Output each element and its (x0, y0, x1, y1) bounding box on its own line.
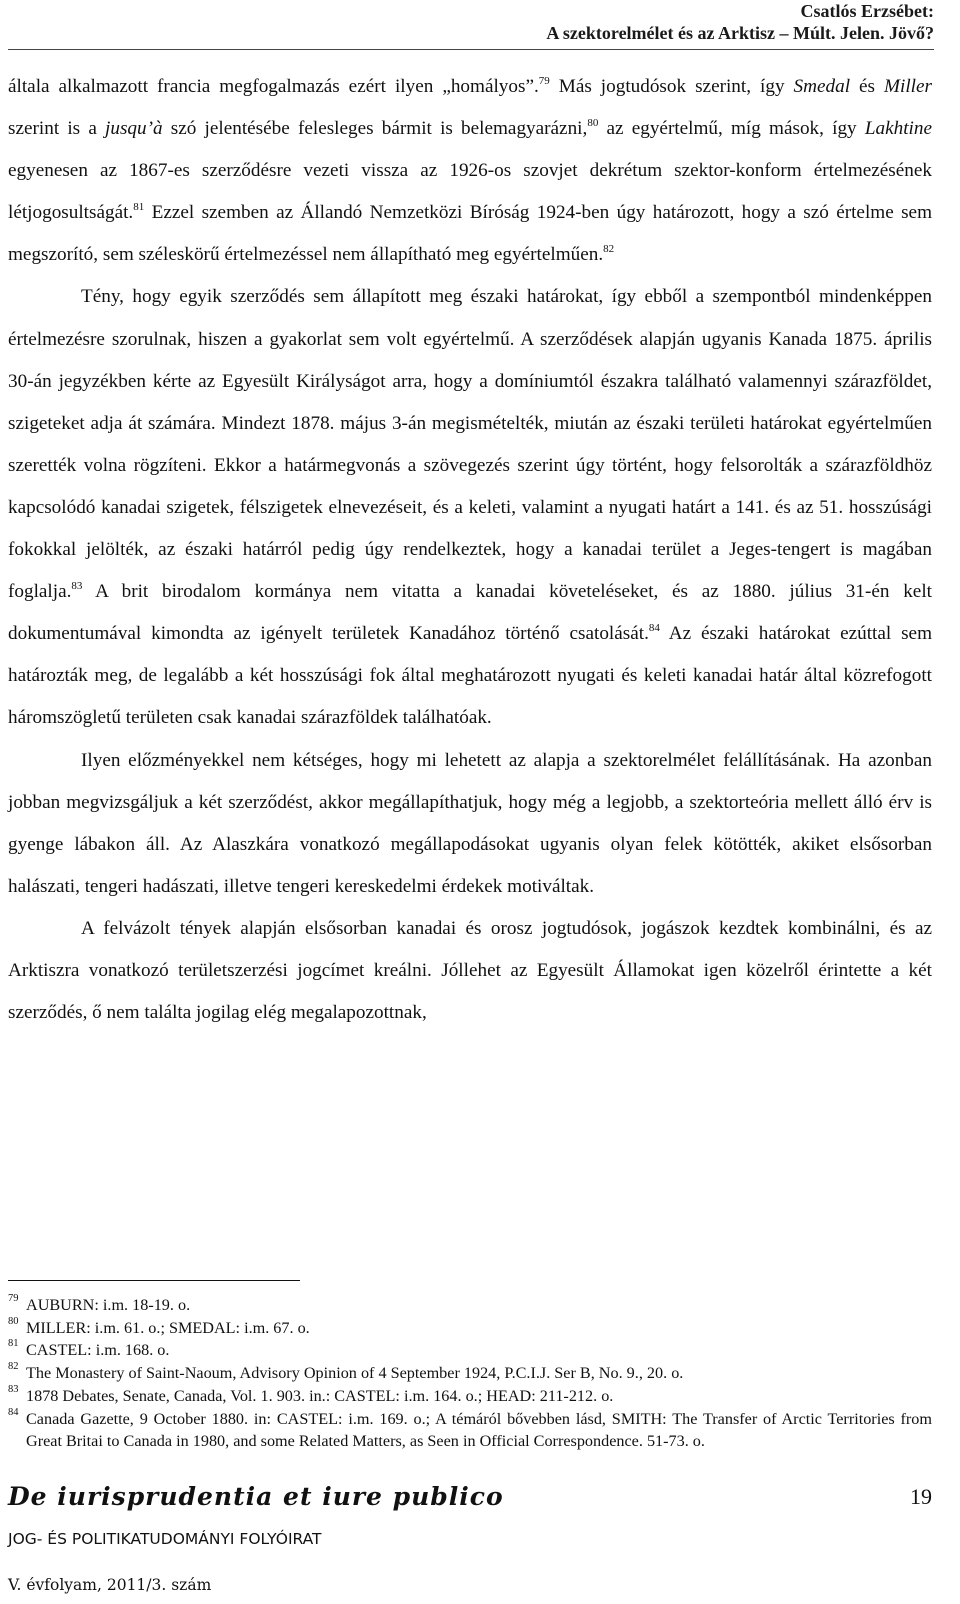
footnote-ref: 81 (133, 201, 145, 214)
footnote-text: CASTEL: i.m. 168. o. (26, 1341, 170, 1360)
footnote-ref: 83 (71, 580, 83, 593)
text-run: jusqu’à (105, 118, 163, 140)
text-run: Smedal (793, 76, 851, 97)
text-run: Az északi határokat ezúttal sem határozták meg, de legalább a két hosszúsági fok által meghatározott nyugati és keleti kanadai határ által közrefogott háromszögletű területen csak kanadai szárazföldek találhatóak. (8, 623, 932, 729)
paragraph (8, 908, 932, 1034)
footnote (8, 1408, 932, 1453)
footnote (8, 1339, 932, 1362)
body-text (8, 66, 932, 1034)
text-run: Miller (884, 76, 932, 97)
footnote (8, 1362, 932, 1385)
text-run: az egyértelmű, míg mások, így (598, 118, 865, 140)
text-run: és (850, 76, 885, 97)
footnote-number: 84 (8, 1406, 19, 1418)
text-run: A felvázolt tények alapján elsősorban kanadai és orosz jogtudósok, jogászok kezdtek kombinálni, és az Arktiszra vonatkozó területszerzési jogcímet kreálni. Jóllehet az Egyesült Államokat igen közelről érintette a két szerződés, ő nem találta jogilag elég megalapozottnak, (8, 917, 932, 1024)
footnote-number: 82 (8, 1361, 19, 1373)
footnote-text: Canada Gazette, 9 October 1880. in: CASTEL: i.m. 169. o.; A témáról bővebben lásd, SMITH: The Transfer of Arctic Territories from Great Britai to Canada in 1980, and some Related Matters, as Seen in Official Correspondence. 51-73. o. (26, 1409, 932, 1451)
footnote-ref: 82 (603, 243, 615, 256)
header-author: Csatlós Erzsébet: (800, 1, 934, 21)
text-run: A brit birodalom kormánya nem vitatta a kanadai követeléseket, és az 1880. július 31-én kelt dokumentumával kimondta az igényelt területek Kanadához történő csatolását. (8, 581, 932, 645)
header-title: A szektorelmélet és az Arktisz – Múlt. Jelen. Jövő? (546, 23, 934, 43)
footnote-ref: 80 (587, 117, 599, 130)
footnote (8, 1294, 932, 1317)
footnote-number: 80 (8, 1315, 19, 1327)
footnote-text: AUBURN: i.m. 18-19. o. (26, 1296, 191, 1314)
text-run: Más jogtudósok szerint, így (549, 76, 794, 97)
footnote-ref: 84 (648, 622, 660, 635)
journal-issue: V. évfolyam, 2011/3. szám (8, 1576, 212, 1594)
text-run: Lakhtine (864, 118, 932, 140)
footnote-divider (8, 1280, 300, 1281)
text-run: Tény, hogy egyik szerződés sem állapított meg északi határokat, így ebből a szempontból mindenképpen értelmezésre szorulnak, hiszen a gyakorlat sem volt egyértelmű. A szerződések alapján ugyanis Kanada 1875. április 30-án jegyzékben kérte az Egyesült Királyságot arra, hogy a domíniumtól északra található valamennyi szárazföldet, szigeteket adja át számára. Mindezt 1878. május 3-án megismételték, miután az északi területi határokat egyértelműen szerették volna rögzíteni. Ekkor a határmegvonás a szövegezés szerint úgy történt, hogy felsorolták a szárazföldhöz kapcsolódó kanadai szigetek, félszigetek elnevezéseit, és a keleti, valamint a nyugati határt a 141. és az 51. hosszúsági fokokkal jelölték, az északi határról pedig úgy rendelkeztek, hogy a kanadai terület a Jeges-tengert is magában foglalja. (8, 286, 932, 603)
footnote (8, 1385, 932, 1408)
footnote-number: 79 (8, 1293, 19, 1304)
journal-logo: De iurisprudentia et iure publico (8, 1482, 504, 1511)
footnote (8, 1317, 932, 1340)
text-run: egyenesen az 1867-es szerződésre vezeti vissza az 1926-os szovjet dekrétum szektor-konform értelmezésének létjogosultságát. (8, 160, 932, 224)
header-divider (8, 49, 934, 50)
paragraph (8, 276, 932, 739)
paragraph (8, 740, 932, 908)
footnote-text: The Monastery of Saint-Naoum, Advisory Opinion of 4 September 1924, P.C.I.J. Ser B, No. 9., 20. o. (26, 1364, 684, 1383)
footnotes (8, 1294, 932, 1453)
footnote-number: 81 (8, 1338, 19, 1350)
text-run: szerint is a (8, 118, 106, 140)
footnote-text: MILLER: i.m. 61. o.; SMEDAL: i.m. 67. o. (26, 1318, 310, 1337)
text-run: Ilyen előzményekkel nem kétséges, hogy mi lehetett az alapja a szektorelmélet felállításának. Ha azonban jobban megvizsgáljuk a két szerződést, akkor megállapíthatjuk, hogy még a legjobb, a szektorteória mellett álló érv is gyenge lábakon áll. Az Alaszkára vonatkozó megállapodásokat ugyanis olyan felek kötötték, akiket elsősorban halászati, tengeri hadászati, illetve tengeri kereskedelmi érdekek motiváltak. (8, 749, 932, 897)
footnote-number: 83 (8, 1383, 19, 1395)
running-header (546, 0, 934, 44)
journal-name: JOG- ÉS POLITIKATUDOMÁNYI FOLYÓIRAT (8, 1530, 322, 1548)
footnote-ref: 79 (538, 75, 550, 87)
footnote-text: 1878 Debates, Senate, Canada, Vol. 1. 903. in.: CASTEL: i.m. 164. o.; HEAD: 211-212. o. (26, 1386, 614, 1405)
text-run: Ezzel szemben az Állandó Nemzetközi Bíróság 1924-ben úgy határozott, hogy a szó értelme sem megszorító, sem széleskörű értelmezéssel nem állapítható meg egyértelműen. (8, 202, 932, 266)
text-run: általa alkalmazott francia megfogalmazás ezért ilyen „homályos”. (8, 76, 539, 97)
text-run: szó jelentésébe felesleges bármit is belemagyarázni, (162, 118, 588, 140)
page-number: 19 (910, 1484, 932, 1509)
paragraph (8, 66, 932, 276)
